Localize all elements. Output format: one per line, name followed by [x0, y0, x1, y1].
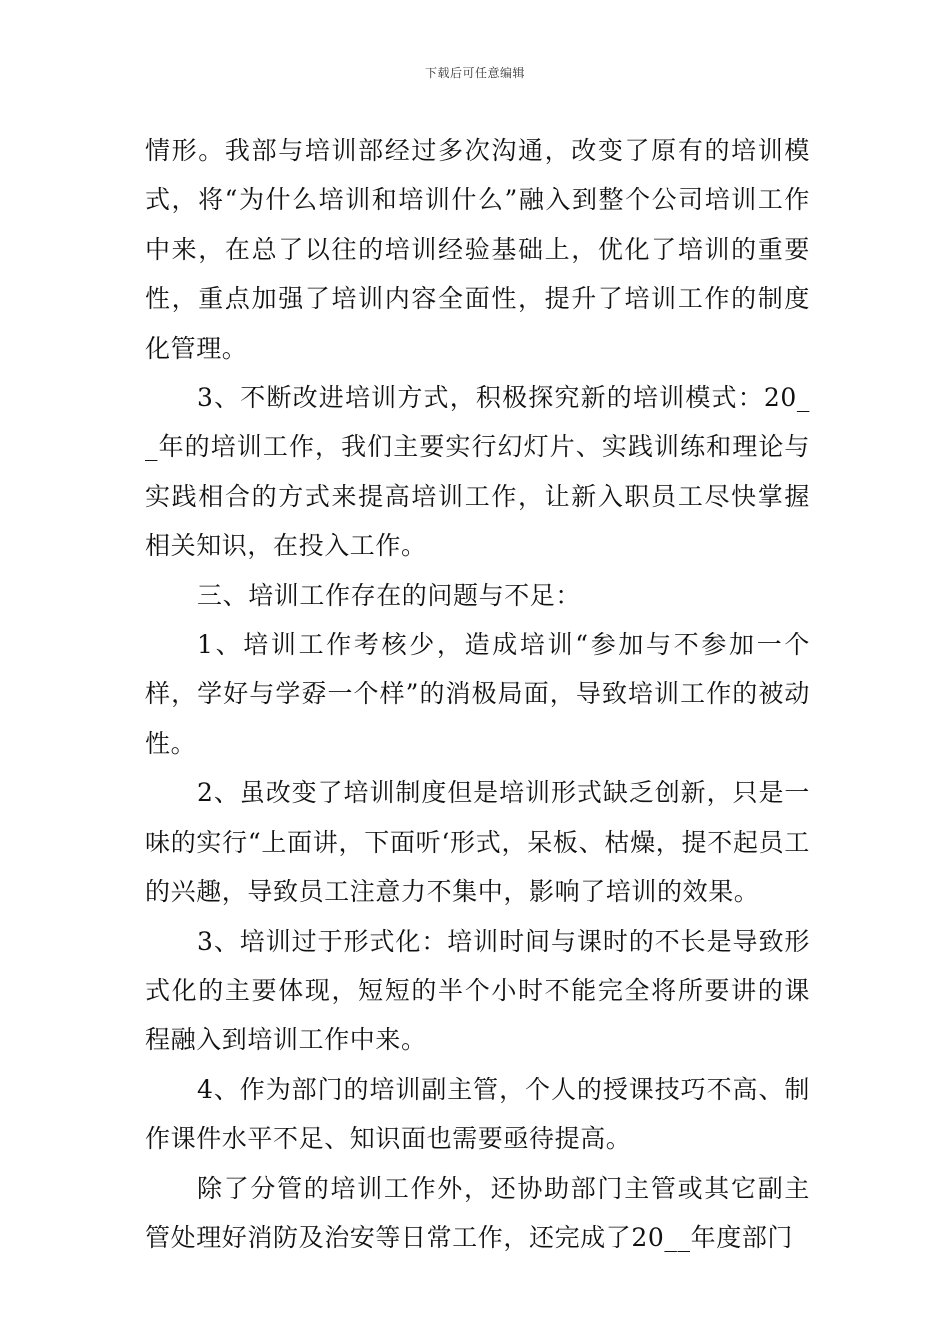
paragraph-problem-3: 3、培训过于形式化：培训时间与课时的不长是导致形式化的主要体现，短短的半个小时不能完全将所要讲的课程融入到培训工作中来。	[145, 926, 810, 1055]
paragraph-continuation: 情形。我部与培训部经过多次沟通，改变了原有的培训模式，将“为什么培训和培训什么”融入到整个公司培训工作中来，在总了以往的培训经验基础上，优化了培训的重要性，重点加强了培训内容全面性，提升了培训工作的制度化管理。	[145, 136, 810, 363]
paragraph-other-duties: 除了分管的培训工作外，还协助部门主管或其它副主管处理好消防及治安等日常工作，还完成了20__年度部门	[145, 1173, 810, 1252]
paragraph-problem-2: 2、虽改变了培训制度但是培训形式缺乏创新，只是一味的实行“上面讲，下面听‘形式，呆板、枯燥，提不起员工的兴趣，导致员工注意力不集中，影响了培训的效果。	[145, 778, 810, 907]
paragraph-problem-1: 1、培训工作考核少，造成培训“参加与不参加一个样，学好与学孬一个样”的消极局面，导致培训工作的被动性。	[145, 630, 810, 758]
header-note: 下载后可任意编辑	[424, 66, 525, 80]
document-body	[145, 126, 810, 1262]
paragraph-item-3-training-methods: 3、不断改进培训方式，积极探究新的培训模式：20__年的培训工作，我们主要实行幻灯片、实践训练和理论与实践相合的方式来提高培训工作，让新入职员工尽快掌握相关知识，在投入工作。	[145, 383, 810, 561]
paragraph-problem-4: 4、作为部门的培训副主管，个人的授课技巧不高、制作课件水平不足、知识面也需要亟待提高。	[145, 1074, 810, 1154]
section-heading-problems: 三、培训工作存在的问题与不足：	[197, 580, 582, 610]
